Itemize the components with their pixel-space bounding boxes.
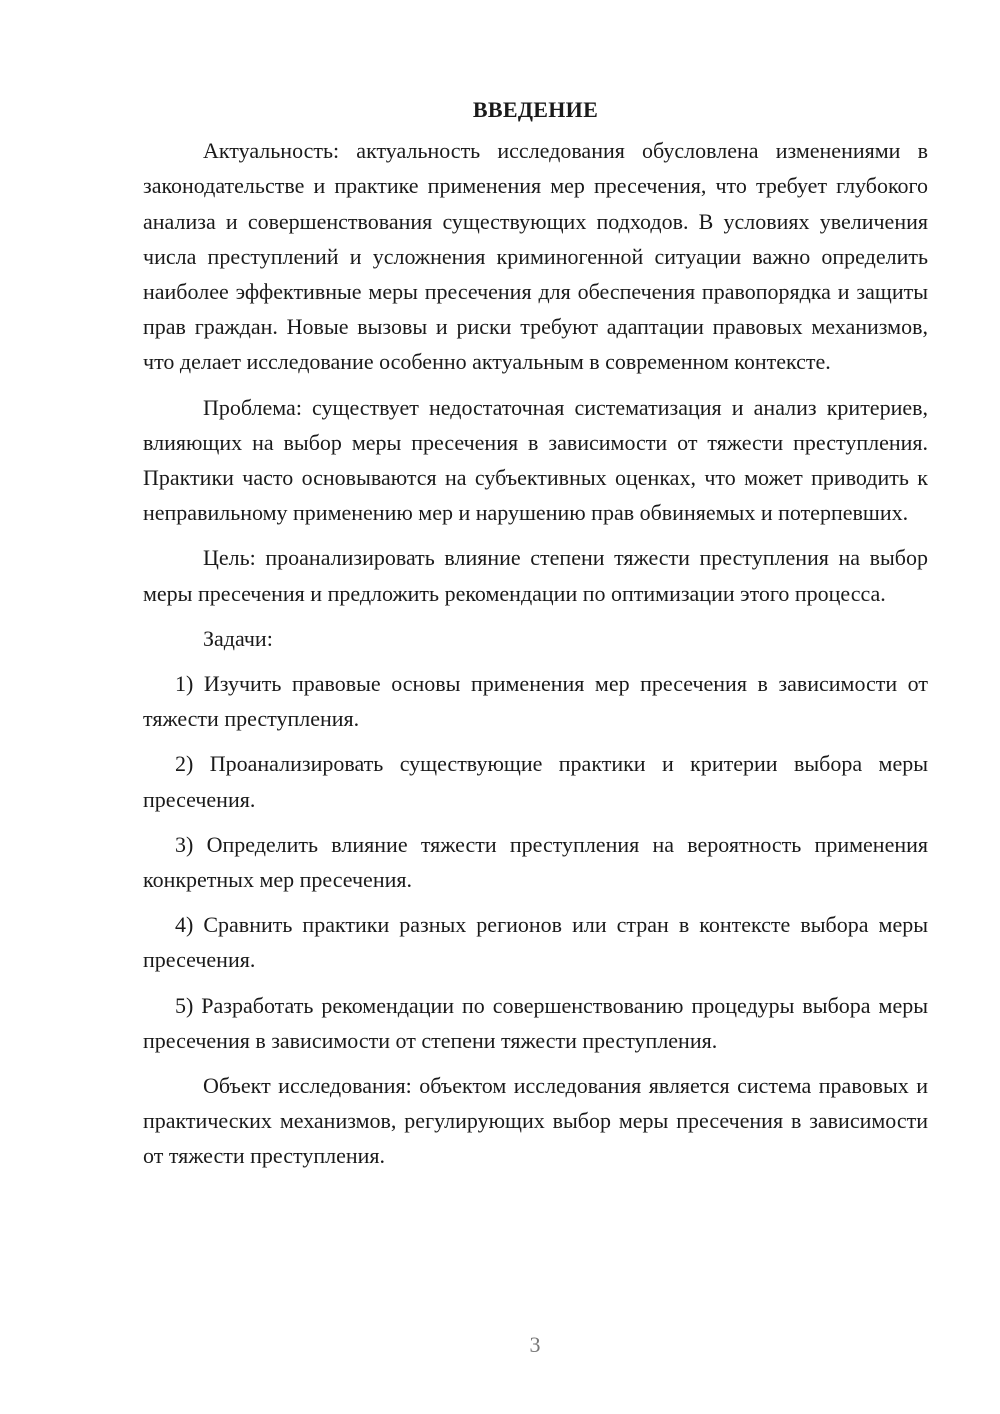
paragraph-object: Объект исследования: объектом исследования является система правовых и практических механизмов, регулирующих выбор меры пресечения в зависимости от тяжести преступления. — [143, 1073, 928, 1169]
task-item-5: 5) Разработать рекомендации по совершенствованию процедуры выбора меры пресечения в зависимости от степени тяжести преступления. — [143, 992, 928, 1053]
tasks-heading: Задачи: — [203, 625, 273, 651]
page-title: ВВЕДЕНИЕ — [472, 97, 599, 122]
page-number: 3 — [529, 1332, 541, 1357]
task-item-1: 1) Изучить правовые основы применения мер пресечения в зависимости от тяжести преступления. — [143, 671, 928, 732]
paragraph-problem: Проблема: существует недостаточная систематизация и анализ критериев, влияющих на выбор меры пресечения в зависимости от тяжести преступления. Практики часто основываются на субъективных оценках, что может приводить к неправильному применению мер и нарушению прав обвиняемых и потерпевших. — [143, 394, 928, 526]
task-item-4: 4) Сравнить практики разных регионов или стран в контексте выбора меры пресечения. — [143, 912, 928, 973]
task-item-2: 2) Проанализировать существующие практики и критерии выбора меры пресечения. — [143, 751, 928, 812]
task-item-3: 3) Определить влияние тяжести преступления на вероятность применения конкретных мер пресечения. — [143, 831, 928, 893]
document-page — [143, 92, 928, 1184]
paragraph-relevance: Актуальность: актуальность исследования обусловлена изменениями в законодательстве и практике применения мер пресечения, что требует глубокого анализа и совершенствования существующих подходов. В условиях увеличения числа преступлений и усложнения криминогенной ситуации важно определить наиболее эффективные меры пресечения для обеспечения правопорядка и защиты прав граждан. Новые вызовы и риски требуют адаптации правовых механизмов, что делает исследование особенно актуальным в современном контексте. — [143, 138, 928, 375]
paragraph-goal: Цель: проанализировать влияние степени тяжести преступления на выбор меры пресечения и предложить рекомендации по оптимизации этого процесса. — [143, 545, 928, 606]
